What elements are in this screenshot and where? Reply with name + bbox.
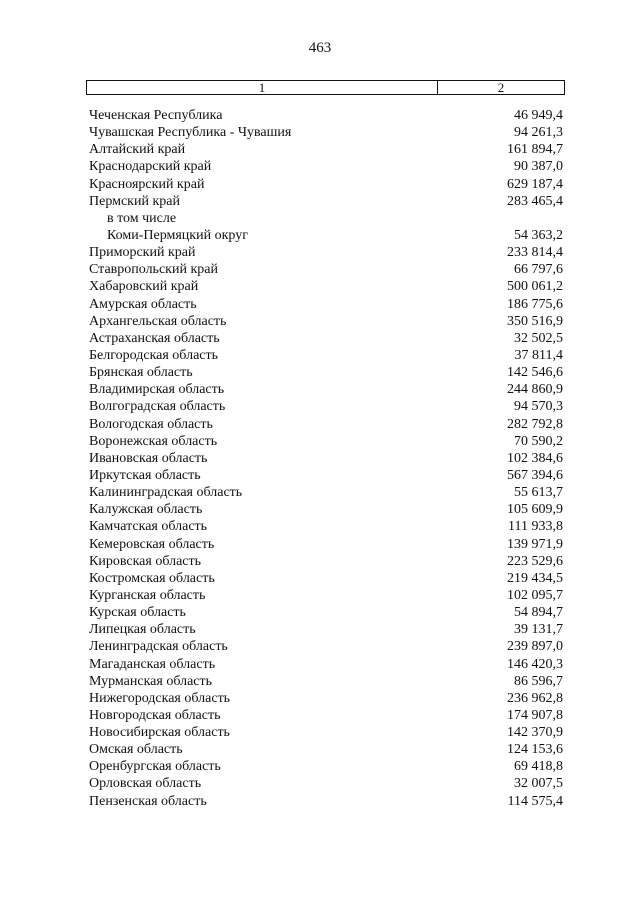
table-row [89, 690, 565, 707]
table-row [89, 296, 565, 313]
table-row [89, 604, 565, 621]
amount-value: 244 860,9 [507, 382, 563, 398]
page-number: 463 [308, 40, 332, 56]
amount-value: 111 933,8 [508, 519, 563, 535]
amount-value: 161 894,7 [507, 142, 563, 158]
table-row [89, 107, 565, 124]
table-row [89, 124, 565, 141]
region-name: Кировская область [89, 553, 202, 569]
region-name: Пермский край [89, 193, 180, 209]
amount-value: 223 529,6 [507, 553, 563, 569]
region-name: Астраханская область [89, 330, 220, 346]
amount-value: 94 261,3 [514, 125, 563, 141]
table-row [89, 176, 565, 193]
amount-value: 186 775,6 [507, 296, 563, 312]
table-row [89, 758, 565, 775]
table-row [89, 707, 565, 724]
region-name: Ленинградская область [89, 639, 228, 655]
amount-value [563, 210, 565, 227]
table-row [89, 553, 565, 570]
table-header [86, 80, 565, 95]
amount-value: 350 516,9 [507, 313, 563, 329]
table-row [89, 313, 565, 330]
amount-value: 239 897,0 [507, 639, 563, 655]
amount-value: 46 949,4 [514, 108, 563, 123]
region-name: Вологодская область [89, 416, 213, 432]
region-name: Новгородская область [89, 707, 221, 723]
table-row [89, 381, 565, 398]
region-name: Приморский край [89, 245, 196, 261]
region-name: Кемеровская область [89, 536, 215, 552]
region-name: Калининградская область [89, 485, 243, 501]
amount-value: 102 384,6 [507, 450, 563, 466]
table-row [89, 141, 565, 158]
region-name: Орловская область [89, 776, 202, 792]
table-row [89, 536, 565, 553]
amount-value: 567 394,6 [507, 467, 563, 483]
region-name: Хабаровский край [89, 279, 199, 295]
amount-value: 105 609,9 [507, 502, 563, 518]
region-name: Владимирская область [89, 382, 225, 398]
region-name: в том числе [107, 210, 177, 226]
amount-value: 500 061,2 [507, 279, 563, 295]
region-name: Костромская область [89, 570, 215, 586]
amount-value: 174 907,8 [507, 707, 563, 723]
table-row [89, 775, 565, 792]
table-row [89, 433, 565, 450]
table-row [89, 347, 565, 364]
region-name: Камчатская область [89, 519, 208, 535]
table-row [89, 398, 565, 415]
region-name: Мурманская область [89, 673, 213, 689]
table-row [89, 570, 565, 587]
region-name: Омская область [89, 742, 183, 758]
region-name: Ставропольский край [89, 262, 218, 278]
table-row [89, 793, 565, 810]
amount-value: 114 575,4 [507, 793, 563, 809]
region-name: Курская область [89, 605, 186, 621]
region-name: Ивановская область [89, 450, 208, 466]
table-row [89, 227, 565, 244]
region-name: Краснодарский край [89, 159, 212, 175]
amount-value: 94 570,3 [514, 399, 563, 415]
table-row [89, 621, 565, 638]
table-row [89, 450, 565, 467]
table-row [89, 261, 565, 278]
table-row [89, 741, 565, 758]
region-name: Алтайский край [89, 142, 186, 158]
amount-value: 629 187,4 [507, 176, 563, 192]
region-name: Волгоградская область [89, 399, 226, 415]
region-name: Красноярский край [89, 176, 205, 192]
table-row [89, 416, 565, 433]
amount-value: 142 370,9 [507, 725, 563, 741]
amount-value: 146 420,3 [507, 656, 563, 672]
amount-value: 55 613,7 [514, 485, 563, 501]
amount-value: 282 792,8 [507, 416, 563, 432]
region-name: Архангельская область [89, 313, 227, 329]
region-name: Пензенская область [89, 793, 207, 809]
table-row [89, 244, 565, 261]
amount-value: 283 465,4 [507, 193, 563, 209]
region-name: Новосибирская область [89, 725, 230, 741]
region-name: Липецкая область [89, 622, 196, 638]
amount-value: 54 363,2 [514, 227, 563, 243]
region-name: Коми-Пермяцкий округ [107, 227, 248, 243]
amount-value: 32 502,5 [514, 330, 563, 346]
table-row [89, 673, 565, 690]
table-row [89, 587, 565, 604]
amount-value: 90 387,0 [514, 159, 563, 175]
table-row [89, 518, 565, 535]
amount-value: 102 095,7 [507, 587, 563, 603]
region-name: Чувашская Республика - Чувашия [89, 125, 292, 141]
amount-value: 86 596,7 [514, 673, 563, 689]
amount-value: 124 153,6 [507, 742, 563, 758]
amount-value: 233 814,4 [507, 245, 563, 261]
region-name: Курганская область [89, 587, 206, 603]
amount-value: 142 546,6 [507, 365, 563, 381]
table-row [89, 467, 565, 484]
column-header-1: 1 [87, 81, 438, 94]
table-row [89, 210, 565, 227]
column-header-2: 2 [497, 80, 505, 95]
table-row [89, 638, 565, 655]
amount-value: 69 418,8 [514, 759, 563, 775]
amount-value: 236 962,8 [507, 690, 563, 706]
amount-value: 54 894,7 [514, 605, 563, 621]
table-row [89, 278, 565, 295]
region-name: Оренбургская область [89, 759, 221, 775]
region-name: Брянская область [89, 365, 193, 381]
amount-value: 219 434,5 [507, 570, 563, 586]
amount-value: 66 797,6 [514, 262, 563, 278]
table-row [89, 724, 565, 741]
amount-value: 139 971,9 [507, 536, 563, 552]
amount-value: 70 590,2 [514, 433, 563, 449]
table-row [89, 193, 565, 210]
table-row [89, 364, 565, 381]
region-name: Белгородская область [89, 347, 219, 363]
region-name: Калужская область [89, 502, 203, 518]
amount-value: 37 811,4 [514, 347, 563, 363]
region-name: Воронежская область [89, 433, 218, 449]
amount-value: 39 131,7 [514, 622, 563, 638]
region-name: Нижегородская область [89, 690, 231, 706]
region-name: Магаданская область [89, 656, 216, 672]
region-name: Чеченская Республика [89, 108, 223, 123]
table-row [89, 330, 565, 347]
amount-value: 32 007,5 [514, 776, 563, 792]
region-name: Амурская область [89, 296, 197, 312]
table-row [89, 158, 565, 175]
table-row [89, 484, 565, 501]
table-row [89, 656, 565, 673]
table-row [89, 501, 565, 518]
table-body [89, 107, 565, 810]
region-name: Иркутская область [89, 467, 201, 483]
